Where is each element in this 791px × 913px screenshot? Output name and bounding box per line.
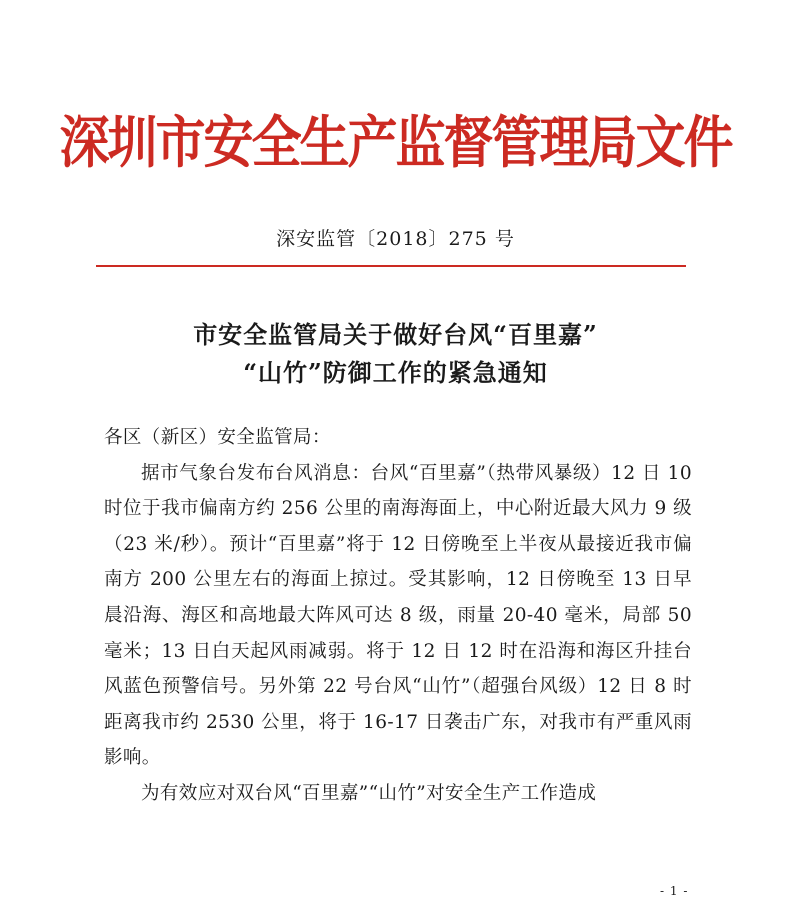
body-paragraph-2: 为有效应对双台风“百里嘉”“山竹”对安全生产工作造成 (141, 782, 597, 804)
document-body (104, 420, 692, 812)
masthead-title: 深圳市安全生产监督管理局文件 (59, 109, 732, 176)
red-divider-rule (96, 265, 686, 267)
title-line-2: “山竹”防御工作的紧急通知 (243, 358, 548, 387)
page-number: - 1 - (660, 884, 689, 898)
document-number: 深安监管〔2018〕275 号 (276, 228, 515, 250)
salutation: 各区（新区）安全监管局： (104, 427, 331, 448)
title-line-1: 市安全监管局关于做好台风“百里嘉” (193, 320, 598, 349)
body-paragraph-1: 据市气象台发布台风消息：台风“百里嘉”（热带风暴级）12 日 10 时位于我市偏南方约 256 公里的南海海面上，中心附近最大风力 9 级（23 米/秒）。预计“百里嘉”将于 12 日傍晚至上半夜从最接近我市偏南方 200 公里左右的海面上掠过。受其影响，12 日傍晚至 13 日早晨沿海、海区和高地最大阵风可达 8 级，雨量 20-40 毫米，局部 50 毫米；13 日白天起风雨减弱。将于 12 日 12 时在沿海和海区升挂台风蓝色预警信号。另外第 22 号台风“山竹”（超强台风级）12 日 8 时距离我市约 2530 公里，将于 16-17 日袭击广东，对我市有严重风雨影响。 (104, 462, 692, 769)
document-title (0, 316, 791, 392)
